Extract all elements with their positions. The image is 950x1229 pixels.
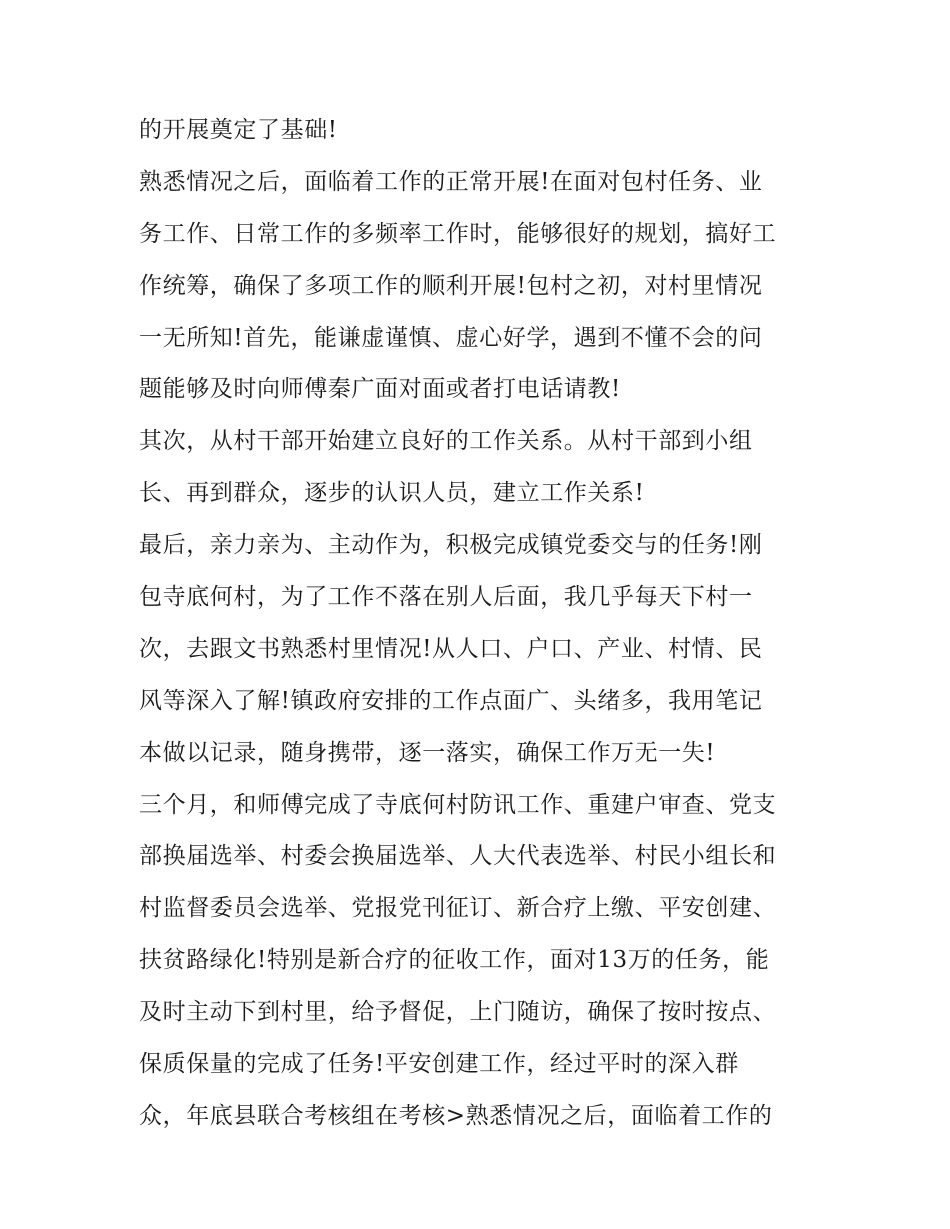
- text-line: 扶贫路绿化!特别是新合疗的征收工作，面对13万的任务，能: [139, 947, 770, 974]
- text-line: 部换届选举、村委会换届选举、人大代表选举、村民小组长和: [139, 843, 777, 870]
- text-line: 本做以记录，随身携带，逐一落实，确保工作万无一失!: [139, 739, 716, 766]
- text-line: 村监督委员会选举、党报党刊征订、新合疗上缴、平安创建、: [139, 895, 777, 922]
- text-line: 众，年底县联合考核组在考核>熟悉情况之后，面临着工作的: [139, 1102, 773, 1129]
- text-line: 的开展奠定了基础!: [139, 117, 338, 143]
- body-text: [139, 105, 829, 1143]
- text-line: 次，去跟文书熟悉村里情况!从人口、户口、产业、村情、民: [139, 635, 763, 662]
- text-line: 作统筹，确保了多项工作的顺利开展!包村之初，对村里情况: [139, 272, 763, 299]
- text-line: 熟悉情况之后，面临着工作的正常开展!在面对包村任务、业: [139, 168, 763, 195]
- text-line: 及时主动下到村里，给予督促，上门随访，确保了按时按点、: [139, 999, 777, 1026]
- text-line: 最后，亲力亲为、主动作为，积极完成镇党委交与的任务!刚: [139, 532, 763, 559]
- text-line: 保质保量的完成了任务!平安创建工作，经过平时的深入群: [139, 1051, 739, 1078]
- text-line: 风等深入了解!镇政府安排的工作点面广、头绪多，我用笔记: [139, 687, 763, 714]
- text-line: 包寺底何村，为了工作不落在别人后面，我几乎每天下村一: [139, 584, 753, 611]
- text-line: 题能够及时向师傅秦广面对面或者打电话请教!: [139, 376, 621, 403]
- text-line: 三个月，和师傅完成了寺底何村防讯工作、重建户审查、党支: [139, 791, 777, 818]
- text-line: 其次，从村干部开始建立良好的工作关系。从村干部到小组: [139, 428, 753, 455]
- text-line: 一无所知!首先，能谦虚谨慎、虚心好学，遇到不懂不会的问: [139, 324, 763, 351]
- text-line: 务工作、日常工作的多频率工作时，能够很好的规划，搞好工: [139, 220, 777, 247]
- text-line: 长、再到群众，逐步的认识人员，建立工作关系!: [139, 480, 645, 507]
